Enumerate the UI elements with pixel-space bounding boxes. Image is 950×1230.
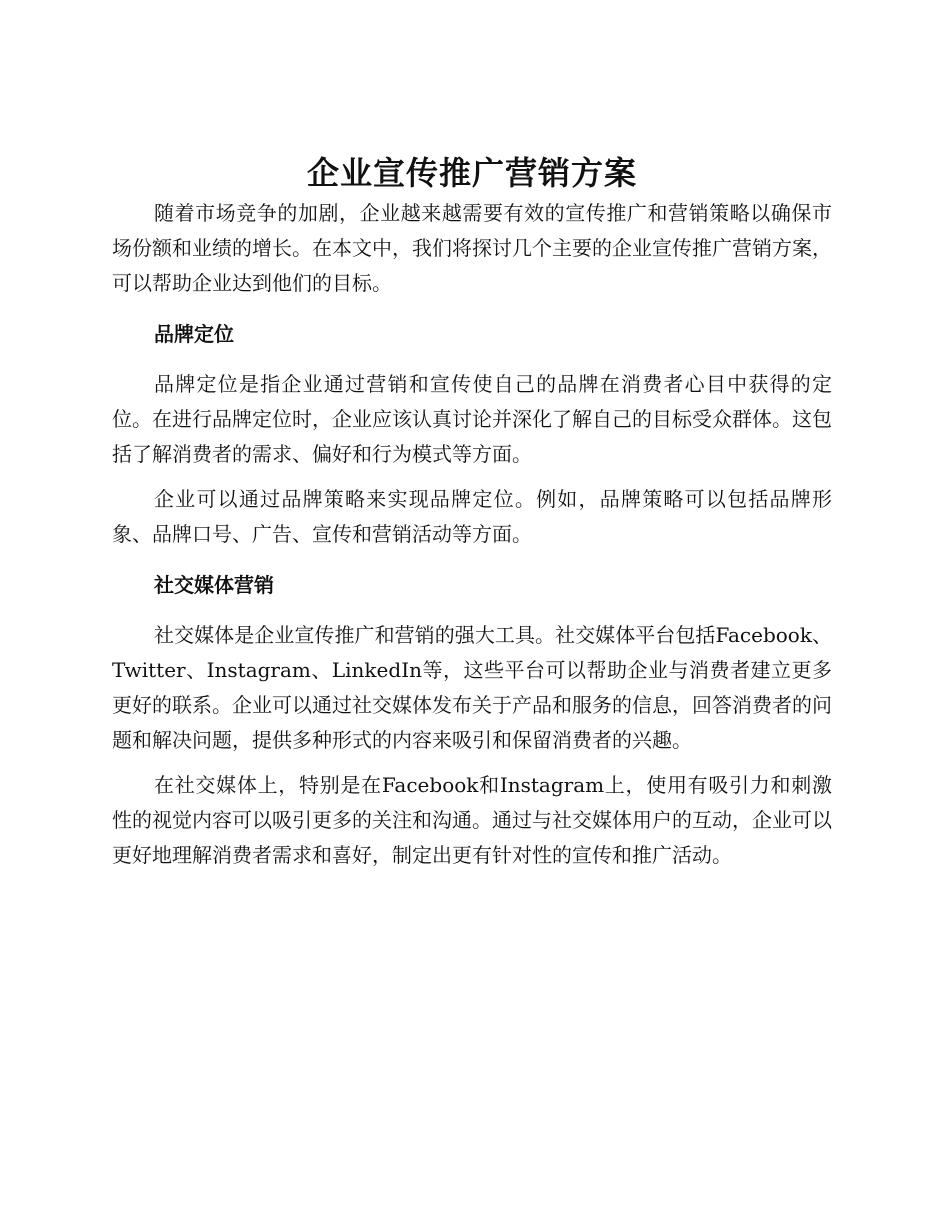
- section-heading-social-media-marketing: 社交媒体营销: [154, 573, 274, 597]
- document-title: 企业宣传推广营销方案: [306, 154, 637, 192]
- social-media-paragraph-1: 社交媒体是企业宣传推广和营销的强大工具。社交媒体平台包括Facebook、Twitter、Instagram、LinkedIn等，这些平台可以帮助企业与消费者建立更多更好的联系。企业可以通过社交媒体发布关于产品和服务的信息，回答消费者的问题和解决问题，提供多种形式的内容来吸引和保留消费者的兴趣。: [112, 623, 832, 752]
- brand-positioning-paragraph-2: 企业可以通过品牌策略来实现品牌定位。例如，品牌策略可以包括品牌形象、品牌口号、广告、宣传和营销活动等方面。: [112, 487, 832, 546]
- section-heading-brand-positioning: 品牌定位: [154, 322, 234, 346]
- brand-positioning-paragraph-1: 品牌定位是指企业通过营销和宣传使自己的品牌在消费者心目中获得的定位。在进行品牌定位时，企业应该认真讨论并深化了解自己的目标受众群体。这包括了解消费者的需求、偏好和行为模式等方面。: [112, 372, 832, 466]
- intro-paragraph: 随着市场竞争的加剧，企业越来越需要有效的宣传推广和营销策略以确保市场份额和业绩的增长。在本文中，我们将探讨几个主要的企业宣传推广营销方案，可以帮助企业达到他们的目标。: [112, 201, 832, 295]
- document-page: [112, 150, 832, 883]
- social-media-paragraph-2: 在社交媒体上，特别是在Facebook和Instagram上，使用有吸引力和刺激性的视觉内容可以吸引更多的关注和沟通。通过与社交媒体用户的互动，企业可以更好地理解消费者需求和喜好，制定出更有针对性的宣传和推广活动。: [112, 773, 832, 867]
